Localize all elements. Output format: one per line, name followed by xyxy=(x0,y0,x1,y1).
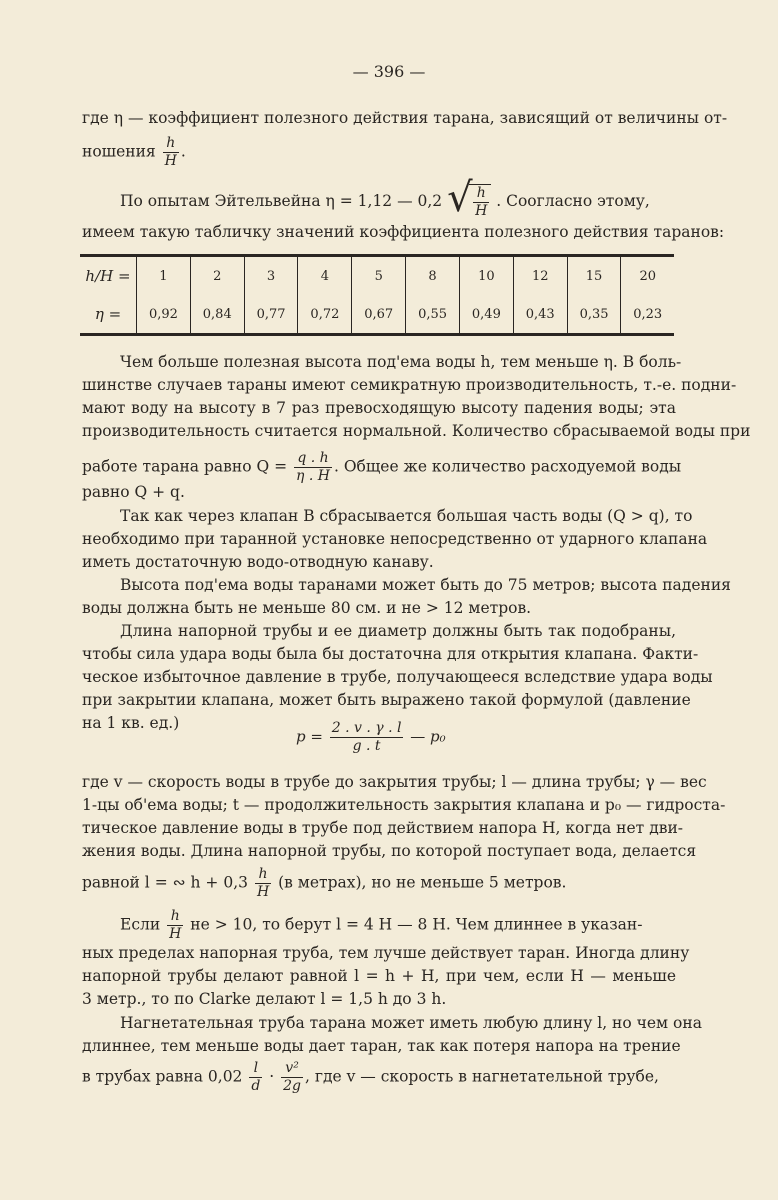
text-line: Нагнетательная труба тарана может иметь любую длину l, но чем она xyxy=(120,1014,702,1032)
text-line: при закрытии клапана, может быть выражено такой формулой (давление xyxy=(82,691,691,709)
text-span: p = xyxy=(296,727,323,746)
text-line: в трубах равна 0,02 $\frac{l}{d}$ · $\frac{\text{v²}}{2g}$ , где v — скорость в нагнетательной трубе, xyxy=(82,1060,659,1094)
table-cell-h: 10 xyxy=(459,256,513,296)
table-cell-h: 3 xyxy=(244,256,298,296)
frac-num: h xyxy=(476,185,486,201)
efficiency-table xyxy=(80,254,674,336)
text-span: равной l = ∾ h + 0,3 xyxy=(82,873,248,892)
text-line: ных пределах напорная труба, тем лучше действует таран. Иногда длину xyxy=(82,944,690,962)
frac-num: h xyxy=(170,908,180,924)
fraction-Q xyxy=(294,450,332,485)
text-line xyxy=(120,175,676,221)
text-line: 3 метр., то по Clarke делают l = 1,5 h до 3 h. xyxy=(82,990,447,1008)
table-cell-eta: 0,23 xyxy=(621,295,674,335)
text-span: Если xyxy=(120,915,161,934)
frac-den: η . H xyxy=(296,468,330,484)
table-cell-eta: 0,92 xyxy=(137,295,191,335)
text-line: мают воду на высоту в 7 раз превосходящую высоту падения воды; эта xyxy=(82,399,676,417)
table-cell-eta: 0,84 xyxy=(190,295,244,335)
frac-num: 2 . v . γ . l xyxy=(331,720,402,736)
text-line: необходимо при таранной установке непосредственно от ударного клапана xyxy=(82,530,708,548)
text-line: Высота под'ема воды таранами может быть до 75 метров; высота падения xyxy=(120,576,731,594)
fraction-h-over-H xyxy=(255,866,271,901)
frac-num: h xyxy=(166,135,176,151)
text-span: — p₀ xyxy=(410,727,446,746)
text-span: . Соогласно этому, xyxy=(496,192,650,210)
page-number: — 396 — xyxy=(352,62,426,81)
text-line xyxy=(82,450,682,485)
frac-den: H xyxy=(475,203,488,219)
text-line: производительность считается нормальной. Количество сбрасываемой воды при xyxy=(82,422,751,440)
table-cell-h: 12 xyxy=(513,256,567,296)
text-line: воды должна быть не меньше 80 см. и не > 12 метров. xyxy=(82,599,532,617)
frac-den: g . t xyxy=(330,737,404,755)
frac-num: l xyxy=(253,1060,259,1076)
text-line: Чем больше полезная высота под'ема воды h, тем меньше η. В боль- xyxy=(120,353,682,371)
text-line: Так как через клапан B сбрасывается большая часть воды (Q > q), то xyxy=(120,507,693,525)
radical-sign: √ xyxy=(447,175,473,221)
text-line: напорной трубы делают равной l = h + H, при чем, если H — меньше xyxy=(82,967,676,985)
table-cell-h: 15 xyxy=(567,256,621,296)
fraction-h-over-H xyxy=(473,185,489,220)
text-span: ношения xyxy=(82,142,156,161)
pressure-formula xyxy=(296,720,446,755)
frac-num: h xyxy=(258,866,268,882)
sqrt-formula xyxy=(447,175,491,221)
text-line xyxy=(120,908,676,943)
text-line: имеем такую табличку значений коэффициента полезного действия таранов: xyxy=(82,223,725,241)
table-cell-eta: 0,35 xyxy=(567,295,621,335)
fraction-l-over-d xyxy=(249,1060,262,1095)
text-line xyxy=(82,135,676,170)
fraction-pressure xyxy=(330,720,404,755)
fraction-h-over-H xyxy=(163,135,179,170)
table-cell-h: 1 xyxy=(137,256,191,296)
row-label-eta: η = xyxy=(94,305,122,323)
table-cell-h: 20 xyxy=(621,256,674,296)
table-cell-eta: 0,43 xyxy=(513,295,567,335)
text-line: Длина напорной трубы и ее диаметр должны быть так подобраны, xyxy=(120,622,676,640)
text-line: длиннее, тем меньше воды дает таран, так как потеря напора на трение xyxy=(82,1037,681,1055)
text-line: жения воды. Длина напорной трубы, по которой поступает вода, делается xyxy=(82,842,697,860)
row-label-h-over-H: h/H = xyxy=(85,267,131,285)
table-cell-h: 4 xyxy=(298,256,352,296)
table-cell-h: 5 xyxy=(352,256,406,296)
table-cell-eta: 0,55 xyxy=(406,295,460,335)
text-line: ческое избыточное давление в трубе, получающееся вследствие удара воды xyxy=(82,668,713,686)
text-span: . Общее же количество расходуемой воды xyxy=(333,457,682,476)
text-span: в трубах равна 0,02 xyxy=(82,1067,243,1086)
table-cell-eta: 0,67 xyxy=(352,295,406,335)
frac-den: d xyxy=(251,1078,261,1094)
text-line xyxy=(82,866,676,901)
text-span: . xyxy=(180,142,186,161)
text-line: где v — скорость воды в трубе до закрытия трубы; l — длина трубы; γ — вес xyxy=(82,773,707,791)
table-row xyxy=(80,295,674,335)
table-row xyxy=(80,256,674,296)
text-line: тическое давление воды в трубе под действием напора H, когда нет дви- xyxy=(82,819,684,837)
frac-den: H xyxy=(256,884,270,900)
fraction-v2-over-2g xyxy=(281,1060,303,1095)
table-cell-h: 2 xyxy=(190,256,244,296)
table-cell-h: 8 xyxy=(406,256,460,296)
frac-den: H xyxy=(164,153,177,169)
text-span: , где v — скорость в нагнетательной трубе, xyxy=(304,1067,659,1086)
text-line: чтобы сила удара воды была бы достаточна для открытия клапана. Факти- xyxy=(82,645,699,663)
text-line: иметь достаточную водо-отводную канаву. xyxy=(82,553,434,571)
text-span: (в метрах), но не меньше 5 метров. xyxy=(278,873,567,892)
text-line: равно Q + q. xyxy=(82,483,185,501)
text-line: где η — коэффициент полезного действия тарана, зависящий от величины от- xyxy=(82,109,728,127)
frac-num: q . h xyxy=(297,450,329,466)
frac-num: v² xyxy=(285,1060,299,1076)
text-span: работе тарана равно Q = xyxy=(82,457,288,476)
frac-den: H xyxy=(169,926,182,942)
text-line: на 1 кв. ед.) xyxy=(82,714,180,732)
table-cell-eta: 0,77 xyxy=(244,295,298,335)
table-cell-eta: 0,72 xyxy=(298,295,352,335)
frac-den: 2g xyxy=(283,1078,301,1094)
text-line: 1-цы об'ема воды; t — продолжительность закрытия клапана и p₀ — гидроста- xyxy=(82,796,726,814)
fraction-h-over-H xyxy=(167,908,183,943)
text-span: не > 10, то берут l = 4 H — 8 H. Чем длиннее в указан- xyxy=(190,915,643,934)
text-span: По опытам Эйтельвейна η = 1,12 — 0,2 xyxy=(120,192,443,210)
table-cell-eta: 0,49 xyxy=(459,295,513,335)
text-line: шинстве случаев тараны имеют семикратную производительность, т.-е. подни- xyxy=(82,376,737,394)
